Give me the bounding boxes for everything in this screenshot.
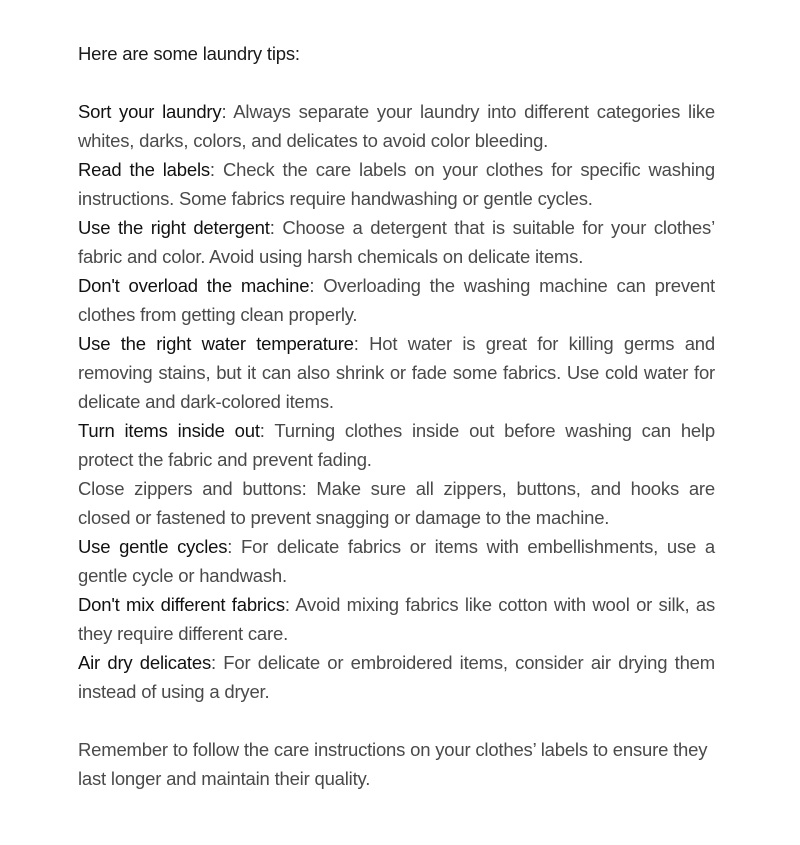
tip-item-read-labels: Read the labels: Check the care labels on your clothes for specific washing instructions. Some fabrics require handwashing or gentle cycles. (78, 159, 715, 209)
tip-item-right-detergent: Use the right detergent: Choose a detergent that is suitable for your clothes’ fabric and color. Avoid using harsh chemicals on delicate items. (78, 217, 715, 267)
tip-body: Turning clothes inside out before washing can help protect the fabric and prevent fading. (78, 420, 716, 470)
tip-body: For delicate fabrics or items with embellishments, use a gentle cycle or handwash. (78, 536, 715, 586)
tip-title: Use gentle cycles (78, 536, 228, 557)
tip-item-dont-mix-fabrics: Don't mix different fabrics: Avoid mixing fabrics like cotton with wool or silk, as they require different care. (78, 594, 715, 644)
tip-item-dont-overload: Don't overload the machine: Overloading the washing machine can prevent clothes from getting clean properly. (78, 275, 715, 325)
tip-body: Overloading the washing machine can prevent clothes from getting clean properly. (78, 275, 715, 325)
tip-title: Use the right water temperature (78, 333, 354, 354)
tip-item-water-temperature: Use the right water temperature: Hot water is great for killing germs and removing stains, but it can also shrink or fade some fabrics. Use cold water for delicate and dark-colored items. (78, 333, 715, 412)
tip-item-sort-laundry: Sort your laundry: Always separate your laundry into different categories like whites, darks, colors, and delicates to avoid color bleeding. (78, 101, 716, 151)
tip-title: Use the right detergent (78, 217, 270, 238)
intro-text: Here are some laundry tips: (78, 43, 300, 64)
tip-title: Sort your laundry (78, 101, 222, 122)
tip-title: Air dry delicates (78, 652, 212, 673)
tip-title: Read the labels (78, 159, 210, 180)
tip-body: Choose a detergent that is suitable for your clothes’ fabric and color. Avoid using harsh chemicals on delicate items. (78, 217, 715, 267)
tip-body: Check the care labels on your clothes for specific washing instructions. Some fabrics require handwashing or gentle cycles. (78, 159, 715, 209)
tip-title: Close zippers and buttons (78, 478, 302, 499)
tip-body: Hot water is great for killing germs and removing stains, but it can also shrink or fade some fabrics. Use cold water for delicate and dark-colored items. (78, 333, 715, 412)
tip-body: Avoid mixing fabrics like cotton with wool or silk, as they require different care. (78, 594, 715, 644)
tip-item-close-zippers: Close zippers and buttons: Make sure all zippers, buttons, and hooks are closed or fastened to prevent snagging or damage to the machine. (78, 478, 715, 528)
tip-title: Don't overload the machine (78, 275, 310, 296)
tip-item-air-dry: Air dry delicates: For delicate or embroidered items, consider air drying them instead of using a dryer. (78, 652, 715, 702)
tip-title: Don't mix different fabrics (78, 594, 285, 615)
tip-body: Always separate your laundry into different categories like whites, darks, colors, and delicates to avoid color bleeding. (78, 101, 716, 151)
tip-item-gentle-cycles: Use gentle cycles: For delicate fabrics or items with embellishments, use a gentle cycle or handwash. (78, 536, 715, 586)
tip-body: Make sure all zippers, buttons, and hooks are closed or fastened to prevent snagging or damage to the machine. (78, 478, 715, 528)
tip-title: Turn items inside out (78, 420, 260, 441)
closing-text: Remember to follow the care instructions on your clothes’ labels to ensure they last longer and maintain their quality. (78, 739, 708, 789)
tips-list (78, 97, 715, 706)
tip-item-inside-out: Turn items inside out: Turning clothes inside out before washing can help protect the fabric and prevent fading. (78, 420, 716, 470)
tip-body: For delicate or embroidered items, consider air drying them instead of using a dryer. (78, 652, 715, 702)
